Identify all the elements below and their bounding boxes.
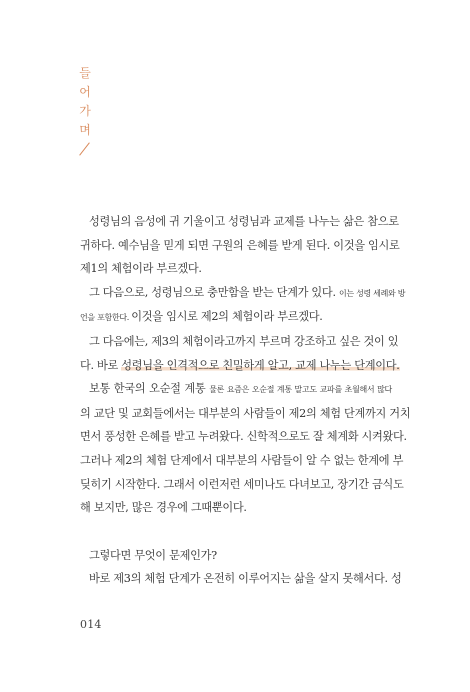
chapter-mark-char: 며 [79,123,91,137]
highlighted-text: 성령님을 인격적으로 친밀하게 알고, 교제 나누는 단계이다. [121,358,400,372]
paragraph-1 [80,210,400,281]
paragraph-gap [80,520,392,544]
text-line: 그렇다면 무엇이 문제인가? [89,548,217,562]
main-text: 보통 한국의 오순절 계통 [89,382,210,396]
text-line: 딪히기 시작한다. 그래서 이런저런 세미나도 다녀보고, 장기간 금식도 [80,477,404,491]
text-line: 바로 제3의 체험 단계가 온전히 이루어지는 삶을 살지 못해서다. 성 [89,572,402,586]
paragraph-2 [80,281,406,330]
chapter-mark [79,64,99,156]
paragraph-3 [80,330,400,377]
text-line [80,354,400,378]
text-line: 면서 풍성한 은혜를 받고 누려왔다. 신학적으로도 잘 체계화 시켜왔다. [80,430,407,444]
main-text: 이것을 임시로 제2의 체험이라 부르겠다. [131,310,323,324]
inline-note: 물론 요즘은 오순절 계통 말고도 교파를 초월해서 많다 [209,385,392,395]
chapter-mark-char: 어 [79,85,91,99]
paragraph-5 [80,544,392,568]
text-line: 성령님의 음성에 귀 기울이고 성령님과 교제를 나누는 삶은 참으로 [89,215,399,228]
text-line [80,281,406,306]
text-line: 그 다음에는, 제3의 체험이라고까지 부르며 강조하고 싶은 것이 있 [89,334,399,348]
paragraph-4 [80,377,411,520]
chapter-mark-slash-icon [79,142,91,156]
paragraph-6 [80,567,402,591]
main-text: 그 다음으로, 성령님으로 충만함을 받는 단계가 있다. [89,285,339,299]
text-line: 의 교단 및 교회들에서는 대부분의 사람들이 제2의 체험 단계까지 거치 [80,406,411,420]
chapter-mark-char: 들 [79,66,91,80]
body-text [80,210,411,591]
text-line: 제1의 체험이라 부르겠다. [80,262,202,276]
chapter-mark-char: 가 [79,104,91,118]
page-number: 014 [80,618,102,631]
inline-note: 언을 포함한다. [80,313,132,323]
text-line: 그러나 제2의 체험 단계에서 대부분의 사람들이 알 수 없는 한계에 부 [80,453,404,467]
text-line [80,377,392,402]
text-line [80,305,392,330]
text-line: 해 보지만, 많은 경우에 그때뿐이다. [80,501,247,515]
inline-note: 이는 성령 세례와 방 [338,288,406,298]
main-text: 다. 바로 [80,358,122,372]
text-line: 귀하다. 예수님을 믿게 되면 구원의 은혜를 받게 된다. 이것을 임시로 [80,238,400,252]
